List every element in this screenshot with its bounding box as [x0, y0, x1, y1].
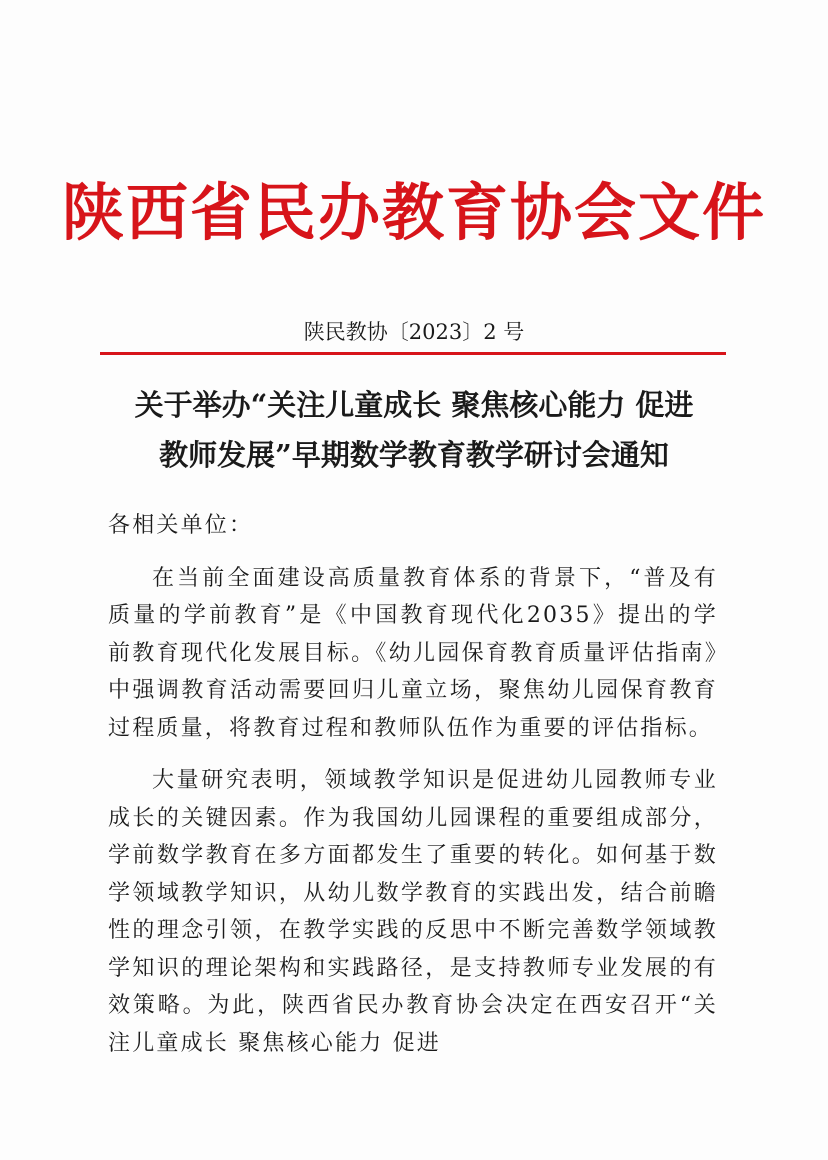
red-divider-line [100, 352, 726, 355]
document-number: 陕民教协〔2023〕2 号 [303, 320, 525, 344]
salutation: 各相关单位： [108, 513, 254, 538]
notice-body [108, 507, 718, 1062]
org-header-title: 陕西省民办教育协会文件 [61, 176, 766, 249]
notice-title-line-2: 教师发展”早期数学教育教学研讨会通知 [159, 438, 669, 472]
notice-title [0, 380, 828, 480]
body-paragraph-2: 大量研究表明，领域教学知识是促进幼儿园教师专业成长的关键因素。作为我国幼儿园课程的重要组成部分，学前数学教育在多方面都发生了重要的转化。如何基于数学领域教学知识，从幼儿数学教育的实践出发，结合前瞻性的理念引领，在教学实践的反思中不断完善数学领域教学知识的理论架构和实践路径，是支持教师专业发展的有效策略。为此，陕西省民办教育协会决定在西安召开“关注儿童成长 聚焦核心能力 促进 [108, 768, 718, 1056]
body-paragraph-1: 在当前全面建设高质量教育体系的背景下，“普及有质量的学前教育”是《中国教育现代化2035》提出的学前教育现代化发展目标。《幼儿园保育教育质量评估指南》中强调教育活动需要回归儿童立场，聚焦幼儿园保育教育过程质量，将教育过程和教师队伍作为重要的评估指标。 [108, 565, 718, 741]
notice-title-line-1: 关于举办“关注儿童成长 聚焦核心能力 促进 [134, 388, 694, 422]
